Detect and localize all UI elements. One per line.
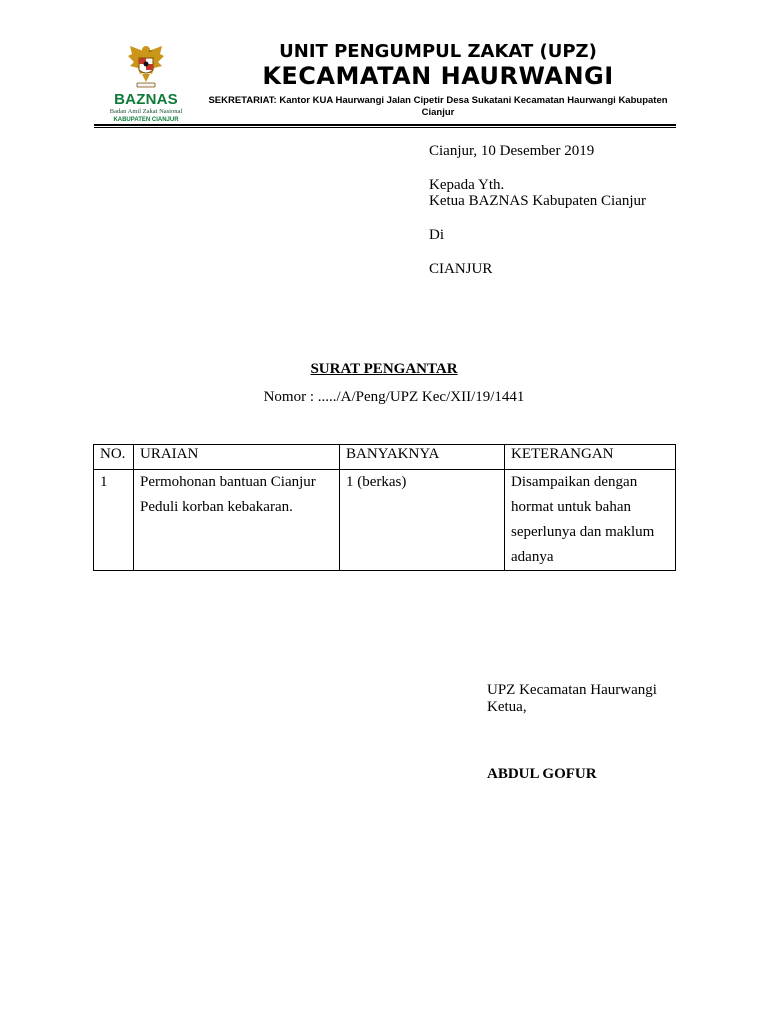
table-row bbox=[94, 470, 676, 571]
items-table bbox=[93, 444, 676, 571]
header-rule-thin bbox=[94, 127, 676, 128]
cell-uraian: Permohonan bantuan Cianjur Peduli korban kebakaran. bbox=[134, 470, 340, 571]
cell-no: 1 bbox=[94, 470, 134, 571]
column-header-no: NO. bbox=[94, 445, 134, 470]
logo-subtitle: Badan Amil Zakat Nasional bbox=[109, 108, 183, 115]
recipient-name: Ketua BAZNAS Kabupaten Cianjur bbox=[429, 193, 647, 209]
place-date: Cianjur, 10 Desember 2019 bbox=[429, 143, 595, 159]
header-secretariat: SEKRETARIAT: Kantor KUA Haurwangi Jalan Cipetir Desa Sukatani Kecamatan Haurwangi Kabupaten Cianjur bbox=[208, 95, 668, 118]
letter-subject: SURAT PENGANTAR bbox=[310, 361, 458, 377]
logo-brand-text: BAZNAS bbox=[114, 91, 178, 108]
recipient-city: CIANJUR bbox=[429, 261, 493, 277]
baznas-logo bbox=[96, 42, 196, 126]
cell-banyaknya: 1 (berkas) bbox=[340, 470, 505, 571]
header-rule-thick bbox=[94, 124, 676, 126]
signature-org: UPZ Kecamatan Haurwangi bbox=[487, 682, 657, 698]
recipient-salutation: Kepada Yth. bbox=[429, 177, 505, 193]
signature-role: Ketua, bbox=[487, 699, 527, 715]
column-header-keterangan: KETERANGAN bbox=[505, 445, 676, 470]
column-header-banyaknya: BANYAKNYA bbox=[340, 445, 505, 470]
header-title-upz: UNIT PENGUMPUL ZAKAT (UPZ) bbox=[279, 41, 597, 62]
cell-keterangan: Disampaikan dengan hormat untuk bahan seperlunya dan maklum adanya bbox=[505, 470, 676, 571]
table-header-row bbox=[94, 445, 676, 470]
header-title-kecamatan: KECAMATAN HAURWANGI bbox=[262, 62, 614, 90]
logo-region: KABUPATEN CIANJUR bbox=[113, 117, 179, 123]
column-header-uraian: URAIAN bbox=[134, 445, 340, 470]
recipient-di: Di bbox=[429, 227, 444, 243]
letter-number: Nomor : ...../A/Peng/UPZ Kec/XII/19/1441 bbox=[263, 389, 525, 405]
garuda-emblem-icon bbox=[126, 42, 166, 90]
signature-name: ABDUL GOFUR bbox=[487, 766, 597, 782]
